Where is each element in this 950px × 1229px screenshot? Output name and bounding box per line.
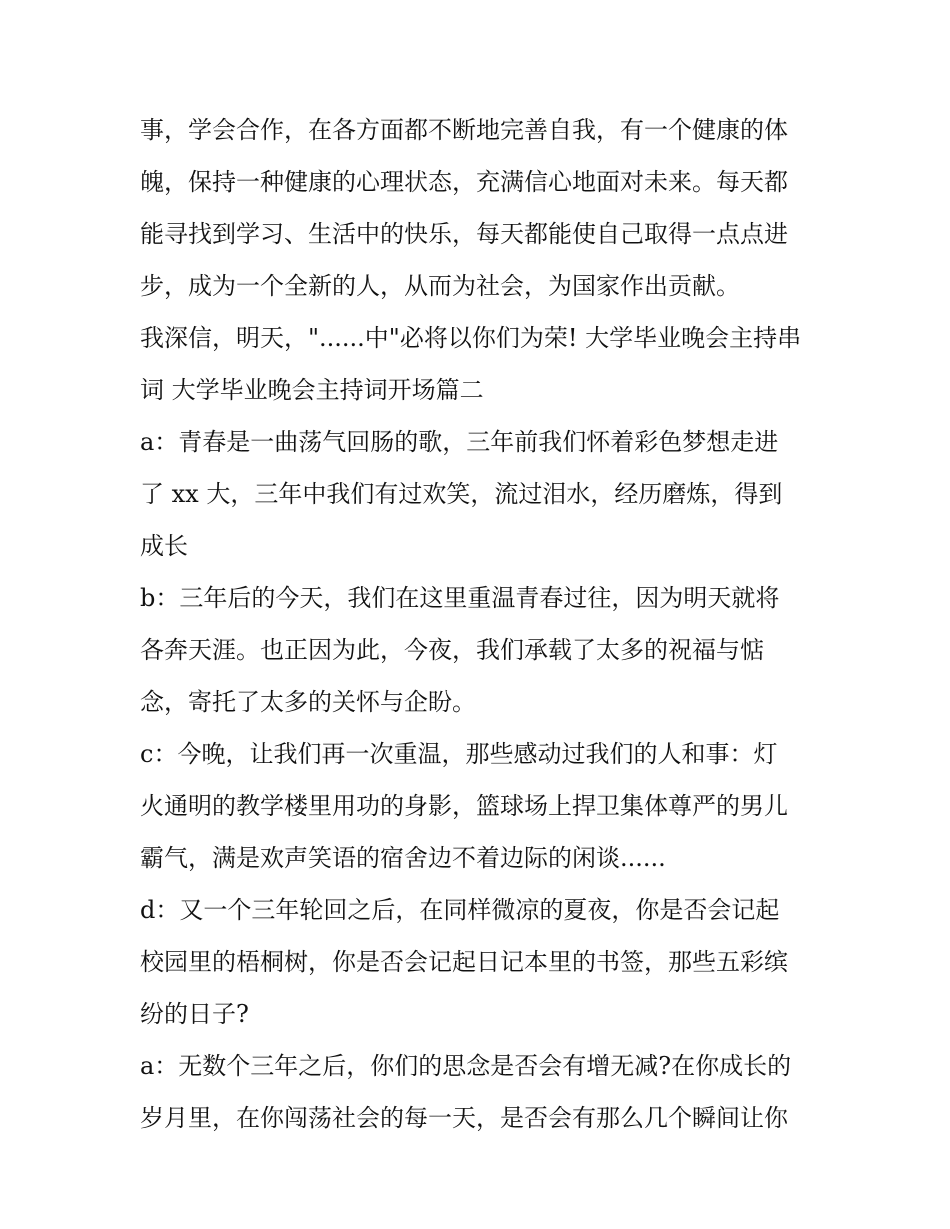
text-line: 我深信，明天，"......中"必将以你们为荣! 大学毕业晚会主持串 [140, 324, 802, 352]
text-line: 纷的日子? [140, 1000, 249, 1028]
paragraph-2 [140, 312, 820, 416]
paragraph-1 [140, 104, 820, 312]
paragraph-5 [140, 728, 820, 884]
text-line: 念，寄托了太多的关怀与企盼。 [140, 688, 476, 716]
paragraph-4 [140, 572, 820, 728]
paragraph-3 [140, 416, 820, 572]
text-line: 各奔天涯。也正因为此，今夜，我们承载了太多的祝福与惦 [140, 636, 764, 664]
text-line: a：青春是一曲荡气回肠的歌，三年前我们怀着彩色梦想走进 [140, 428, 779, 456]
paragraph-6 [140, 884, 820, 1040]
text-line: c：今晚，让我们再一次重温，那些感动过我们的人和事：灯 [140, 740, 778, 768]
text-line: 岁月里，在你闯荡社会的每一天，是否会有那么几个瞬间让你 [140, 1104, 788, 1132]
text-line: a：无数个三年之后，你们的思念是否会有增无减?在你成长的 [140, 1052, 792, 1080]
text-line: 魄，保持一种健康的心理状态，充满信心地面对未来。每天都 [140, 168, 788, 196]
paragraph-7 [140, 1040, 820, 1144]
text-line: 校园里的梧桐树，你是否会记起日记本里的书签，那些五彩缤 [140, 948, 788, 976]
text-line: 成长 [140, 532, 188, 560]
text-line: 词 大学毕业晚会主持词开场篇二 [140, 376, 484, 404]
text-line: 了 xx 大，三年中我们有过欢笑，流过泪水，经历磨炼，得到 [140, 480, 783, 508]
document-body [140, 104, 820, 1144]
text-line: b：三年后的今天，我们在这里重温青春过往，因为明天就将 [140, 584, 780, 612]
text-line: 事，学会合作，在各方面都不断地完善自我，有一个健康的体 [140, 116, 788, 144]
text-line: 火通明的教学楼里用功的身影，篮球场上捍卫集体尊严的男儿 [140, 792, 788, 820]
text-line: 步，成为一个全新的人，从而为社会，为国家作出贡献。 [140, 272, 740, 300]
text-line: 能寻找到学习、生活中的快乐，每天都能使自己取得一点点进 [140, 220, 788, 248]
text-line: d：又一个三年轮回之后，在同样微凉的夏夜，你是否会记起 [140, 896, 780, 924]
text-line: 霸气，满是欢声笑语的宿舍边不着边际的闲谈...... [140, 844, 666, 872]
